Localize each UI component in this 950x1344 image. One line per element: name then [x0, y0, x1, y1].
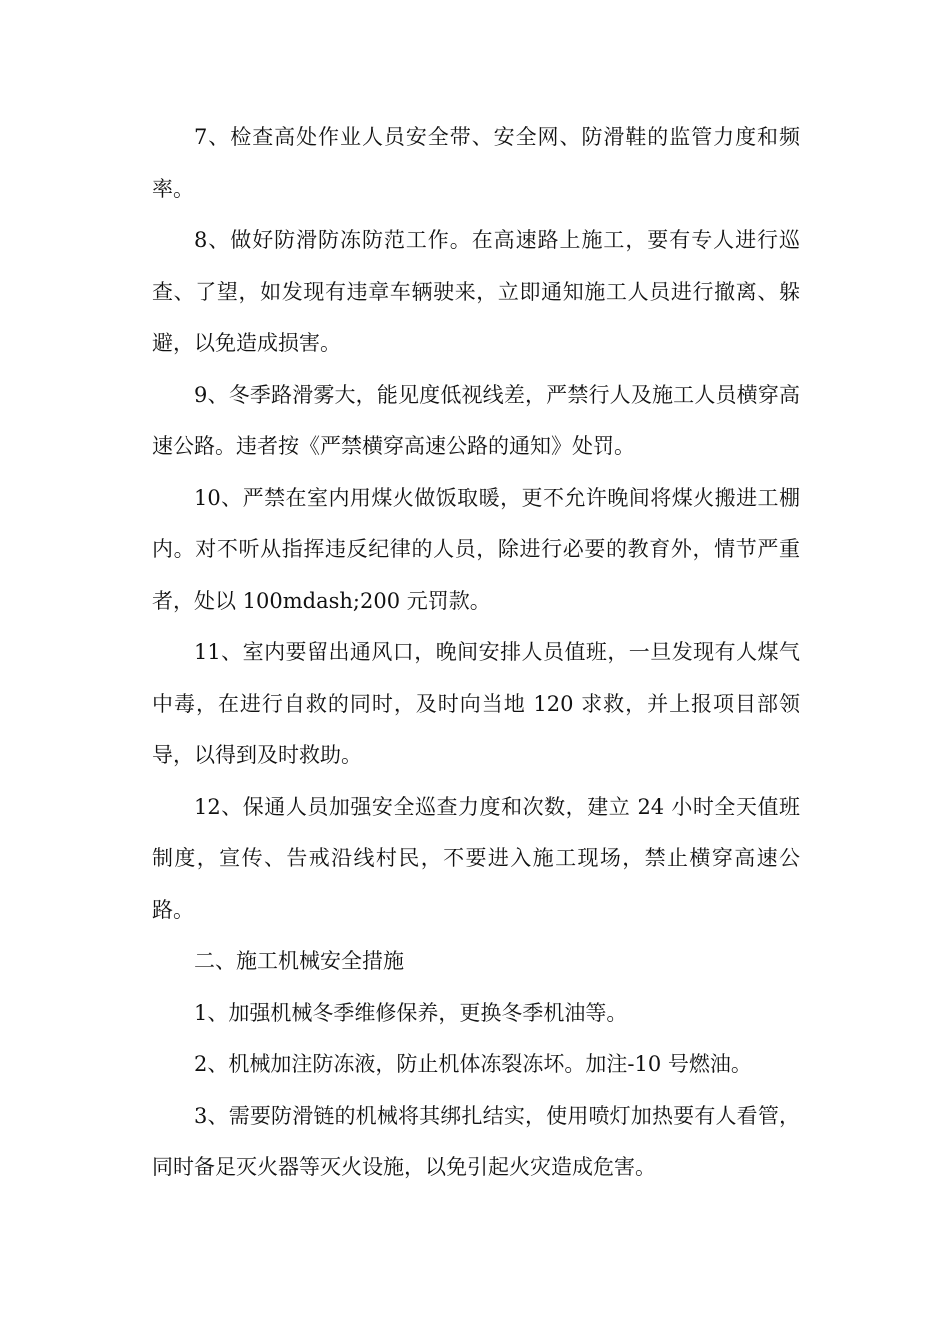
- paragraph-item-8: 8、做好防滑防冻防范工作。在高速路上施工，要有专人进行巡查、了望，如发现有违章车辆驶来，立即通知施工人员进行撤离、躲避，以免造成损害。: [152, 228, 800, 355]
- paragraph-item-10: 10、严禁在室内用煤火做饭取暖，更不允许晚间将煤火搬进工棚内。对不听从指挥违反纪律的人员，除进行必要的教育外，情节严重者，处以 100mdash;200 元罚款。: [152, 485, 800, 613]
- document-body: [152, 112, 800, 1194]
- paragraph-machine-2: 2、机械加注防冻液，防止机体冻裂冻坏。加注-10 号燃油。: [194, 1052, 752, 1076]
- paragraph-item-9: 9、冬季路滑雾大，能见度低视线差，严禁行人及施工人员横穿高速公路。违者按《严禁横穿高速公路的通知》处罚。: [152, 382, 800, 458]
- paragraph-machine-1: 1、加强机械冬季维修保养，更换冬季机油等。: [194, 1000, 628, 1025]
- paragraph-item-11: 11、室内要留出通风口，晚间安排人员值班，一旦发现有人煤气中毒，在进行自救的同时，及时向当地 120 求救，并上报项目部领导，以得到及时救助。: [152, 640, 800, 767]
- paragraph-item-7: 7、检查高处作业人员安全带、安全网、防滑鞋的监管力度和频率。: [152, 125, 800, 201]
- section-heading: 二、施工机械安全措施: [194, 949, 404, 973]
- paragraph-item-12: 12、保通人员加强安全巡查力度和次数，建立 24 小时全天值班制度，宣传、告戒沿线村民，不要进入施工现场，禁止横穿高速公路。: [152, 794, 800, 922]
- paragraph-machine-3: 3、需要防滑链的机械将其绑扎结实，使用喷灯加热要有人看管，同时备足灭火器等灭火设施，以免引起火灾造成危害。: [152, 1103, 800, 1179]
